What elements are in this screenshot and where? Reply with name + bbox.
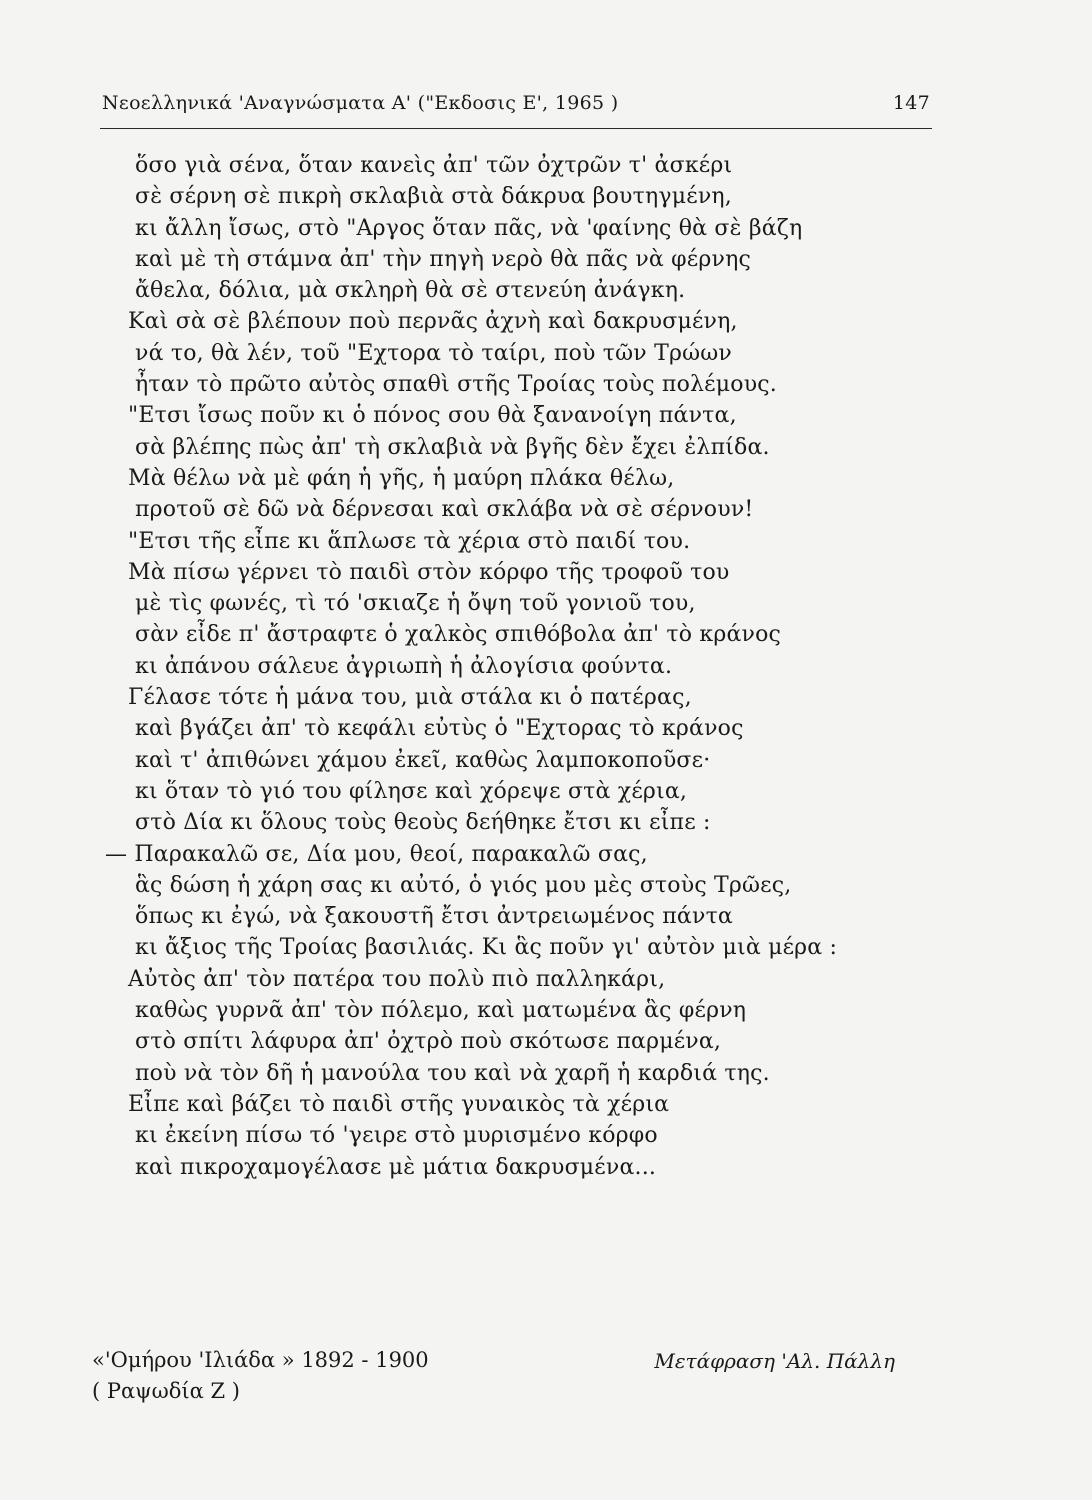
header-rule <box>100 128 932 129</box>
poem-line-text: κι ἀπάνου σάλευε ἀγριωπὴ ἡ ἀλογίσια φούντα. <box>135 653 673 679</box>
poem-line <box>105 244 895 275</box>
poem-line <box>105 651 895 682</box>
poem-line-text: καὶ μὲ τὴ στάμνα ἀπ' τὴν πηγὴ νερὸ θὰ πᾶς νὰ φέρνης <box>135 246 751 272</box>
poem-line-text: ὅπως κι ἐγώ, νὰ ξακουστῆ ἔτσι ἀντρειωμένος πάντα <box>135 904 733 930</box>
poem-line-text: ἄθελα, δόλια, μὰ σκληρὴ θὰ σὲ στενεύη ἀνάγκη. <box>135 278 686 304</box>
poem-line <box>105 181 895 212</box>
poem-line-text: καθὼς γυρνᾶ ἀπ' τὸν πόλεμο, καὶ ματωμένα ἃς φέρνη <box>135 998 747 1024</box>
poem-line-text: Γέλασε τότε ἡ μάνα του, μιὰ στάλα κι ὁ πατέρας, <box>128 685 692 711</box>
poem-line-text: σὰ βλέπης πὼς ἀπ' τὴ σκλαβιὰ νὰ βγῆς δὲν ἔχει ἐλπίδα. <box>135 434 770 460</box>
poem-line <box>105 1152 895 1183</box>
poem-line <box>105 682 895 713</box>
poem-line-text: σὲ σέρνη σὲ πικρὴ σκλαβιὰ στὰ δάκρυα βουτηγμένη, <box>135 184 732 210</box>
poem-line-text: Αὐτὸς ἀπ' τὸν πατέρα του πολὺ πιὸ παλληκάρι, <box>128 966 666 992</box>
poem-line <box>105 588 895 619</box>
poem-line <box>105 619 895 650</box>
poem-line <box>105 494 895 525</box>
poem-line <box>105 338 895 369</box>
poem-line <box>105 839 895 870</box>
poem-line <box>105 901 895 932</box>
source-rhapsody: ( Ραψωδία Ζ ) <box>92 1379 240 1403</box>
poem-line <box>105 745 895 776</box>
poem-line-text: ὅσο γιὰ σένα, ὅταν κανεὶς ἀπ' τῶν ὀχτρῶν τ' ἀσκέρι <box>135 153 733 178</box>
poem-line <box>105 213 895 244</box>
poem-line <box>105 526 895 557</box>
poem-line-text: καὶ τ' ἀπιθώνει χάμου ἐκεῖ, καθὼς λαμποκοποῦσε· <box>135 747 711 773</box>
poem-line-text: κι ἄλλη ἴσως, στὸ "Αργος ὅταν πᾶς, νὰ 'φαίνης θὰ σὲ βάζη <box>135 215 803 241</box>
poem-line <box>105 1058 895 1089</box>
poem-line <box>105 1120 895 1151</box>
poem-line-text: στὸ σπίτι λάφυρα ἀπ' ὀχτρὸ ποὺ σκότωσε παρμένα, <box>135 1029 722 1055</box>
poem-line-text: σὰν εἶδε π' ἄστραφτε ὁ χαλκὸς σπιθόβολα ἀπ' τὸ κράνος <box>135 622 782 648</box>
poem-line <box>105 369 895 400</box>
poem-line <box>105 995 895 1026</box>
poem-line <box>105 557 895 588</box>
running-head <box>102 92 932 122</box>
poem-line-text: ἦταν τὸ πρῶτο αὐτὸς σπαθὶ στῆς Τροίας τοὺς πολέμους. <box>135 372 777 398</box>
poem-line <box>105 1089 895 1120</box>
poem-line-text: Μὰ θέλω νὰ μὲ φάη ἡ γῆς, ἡ μαύρη πλάκα θέλω, <box>128 465 675 491</box>
poem-line-text: προτοῦ σὲ δῶ νὰ δέρνεσαι καὶ σκλάβα νὰ σὲ σέρνουν! <box>135 497 754 523</box>
source-citation <box>92 1345 429 1407</box>
poem-line <box>105 306 895 337</box>
poem-text <box>105 150 895 1183</box>
poem-line <box>105 432 895 463</box>
poem-line-text: στὸ Δία κι ὅλους τοὺς θεοὺς δεήθηκε ἔτσι κι εἶπε : <box>135 810 711 836</box>
poem-line <box>105 713 895 744</box>
poem-line <box>105 870 895 901</box>
poem-line-text: Μὰ πίσω γέρνει τὸ παιδὶ στὸν κόρφο τῆς τροφοῦ του <box>128 559 730 585</box>
source-title: «'Ομήρου 'Ιλιάδα » 1892 - 1900 <box>92 1348 429 1372</box>
poem-line-text: "Ετσι τῆς εἶπε κι ἅπλωσε τὰ χέρια στὸ παιδί του. <box>128 528 691 554</box>
poem-line-text: "Ετσι ἴσως ποῦν κι ὁ πόνος σου θὰ ξανανοίγη πάντα, <box>128 403 737 429</box>
poem-line-text: καὶ πικροχαμογέλασε μὲ μάτια δακρυσμένα... <box>135 1154 657 1180</box>
poem-line-text: μὲ τὶς φωνές, τὶ τό 'σκιαζε ἡ ὄψη τοῦ γονιοῦ του, <box>135 591 696 617</box>
poem-line <box>105 776 895 807</box>
poem-line-text: κι ὅταν τὸ γιό του φίλησε καὶ χόρεψε στὰ χέρια, <box>135 778 688 804</box>
poem-line <box>105 964 895 995</box>
running-head-title: Νεοελληνικά 'Αναγνώσματα Α' ("Εκδοσις Ε', 1965 ) <box>102 92 619 114</box>
poem-line-text: κι ἄξιος τῆς Τροίας βασιλιάς. Κι ἃς ποῦν γι' αὐτὸν μιὰ μέρα : <box>135 935 838 961</box>
poem-line-text: ἃς δώση ἡ χάρη σας κι αὐτό, ὁ γιός μου μὲς στοὺς Τρῶες, <box>135 872 792 898</box>
poem-line <box>105 463 895 494</box>
poem-line-text: Εἶπε καὶ βάζει τὸ παιδὶ στῆς γυναικὸς τὰ χέρια <box>128 1091 670 1117</box>
poem-line-text: νά το, θὰ λέν, τοῦ "Εχτορα τὸ ταίρι, ποὺ τῶν Τρώων <box>135 340 732 366</box>
poem-line <box>105 275 895 306</box>
poem-line <box>105 1026 895 1057</box>
poem-line <box>105 932 895 963</box>
poem-line-text: κι ἐκείνη πίσω τό 'γειρε στὸ μυρισμένο κόρφο <box>135 1123 658 1149</box>
poem-line <box>105 150 895 181</box>
poem-line-text: καὶ βγάζει ἀπ' τὸ κεφάλι εὐτὺς ὁ "Εχτορας τὸ κράνος <box>135 716 744 742</box>
page-number: 147 <box>892 92 930 114</box>
poem-line-text: — Παρακαλῶ σε, Δία μου, θεοί, παρακαλῶ σας, <box>105 841 648 867</box>
translator-credit: Μετάφραση 'Αλ. Πάλλη <box>654 1349 895 1373</box>
poem-line <box>105 400 895 431</box>
poem-line-text: ποὺ νὰ τὸν δῆ ἡ μανούλα του καὶ νὰ χαρῆ ἡ καρδιά της. <box>135 1060 770 1086</box>
poem-line <box>105 807 895 838</box>
poem-line-text: Καὶ σὰ σὲ βλέπουν ποὺ περνᾶς ἀχνὴ καὶ δακρυσμένη, <box>128 309 738 335</box>
